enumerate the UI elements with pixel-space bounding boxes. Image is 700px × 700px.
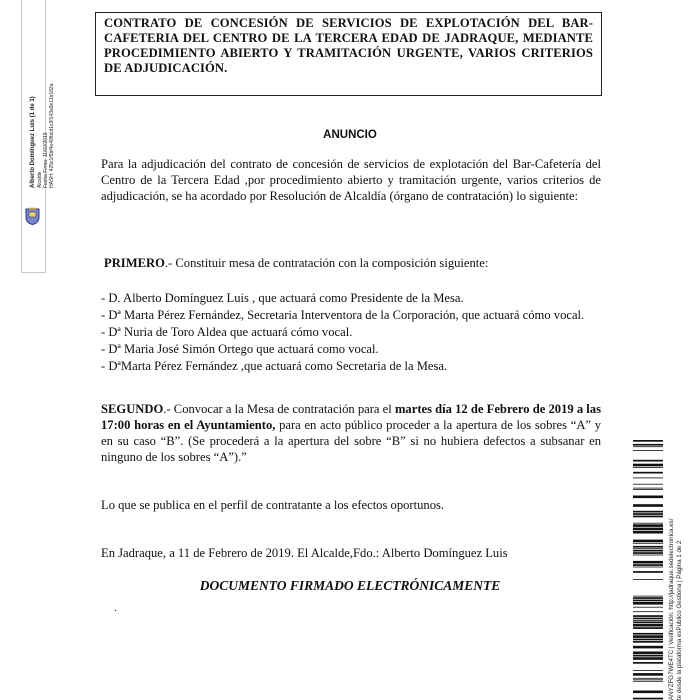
barcode-bar — [633, 516, 663, 518]
barcode-bar — [633, 596, 663, 597]
signer-name: Alberto Domínguez Luis (1 de 1) — [30, 96, 36, 188]
barcode-bar — [633, 579, 663, 580]
barcode-bar — [633, 561, 663, 564]
barcode-bar — [633, 571, 663, 573]
barcode-bar — [633, 639, 663, 641]
primero-text: .- Constituir mesa de contratación con la composición siguiente: — [164, 256, 489, 270]
barcode-bar — [633, 555, 663, 556]
barcode-bar — [633, 546, 663, 548]
platform-page-text: te desde la plataforma esPublico Gestiona | Página 1 de 2 — [676, 540, 683, 700]
barcode-bar — [633, 531, 663, 534]
list-item: - Dª Nuria de Toro Aldea que actuará cómo vocal. — [101, 325, 353, 339]
segundo-text-a: .- Convocar a la Mesa de contratación para el — [163, 402, 395, 416]
list-item: - DªMarta Pérez Fernández ,que actuará como Secretaria de la Mesa. — [101, 359, 448, 373]
barcode-bar — [633, 511, 663, 513]
signature-hash: HASH: 425c1f5bf4e49fbcd1c3f143a9e11b182a — [49, 83, 55, 188]
barcode-bar — [633, 620, 663, 621]
barcode-bar — [633, 657, 663, 660]
contract-title-box — [95, 12, 602, 96]
segundo-date-time: martes día 12 de Febrero de 2019 a las 17:00 horas en el Ayuntamiento, — [101, 402, 601, 432]
barcode-bar — [633, 615, 663, 617]
barcode-bar — [633, 446, 663, 447]
barcode-bar — [633, 618, 663, 620]
barcode-bar — [633, 567, 663, 568]
barcode-bar — [633, 440, 663, 442]
barcode-bar — [633, 523, 663, 524]
barcode-bar — [633, 513, 663, 515]
segundo-paragraph — [101, 401, 601, 465]
barcode-bar — [633, 602, 663, 605]
segundo-text-c: para en acto público proceder a la apertura de los sobres “A” y en su caso “B”. (Se procederá a la apertura del sobre “B” si no hubiera defectos a subsanar en ninguno de los sobres “A”).” — [101, 418, 602, 464]
barcode-bar — [633, 467, 663, 468]
barcode-bar — [633, 652, 663, 655]
barcode-bar — [633, 450, 663, 451]
barcode-bar — [633, 524, 663, 527]
barcode-bar — [633, 678, 663, 679]
barcode-bar — [633, 600, 663, 602]
barcode-bar — [633, 635, 663, 638]
barcode-bar — [633, 528, 663, 531]
barcode-bar — [633, 460, 663, 462]
contract-title: CONTRATO DE CONCESIÓN DE SERVICIOS DE EXPLOTACIÓN DEL BAR-CAFETERIA DEL CENTRO DE LA TERCERA EDAD DE JADRAQUE, MEDIANTE PROCEDIMIENTO ABIERTO Y TRAMITACIÓN URGENTE, VARIOS CRITERIOS DE ADJUDICACIÓN. — [104, 16, 593, 75]
primero-paragraph — [104, 255, 604, 271]
barcode-bar — [633, 641, 663, 643]
barcode-bar — [633, 564, 663, 566]
stray-dot: . — [114, 600, 117, 614]
barcode-bar — [633, 504, 663, 507]
barcode-bar — [633, 655, 663, 657]
intro-paragraph: Para la adjudicación del contrato de concesión de servicios de explotación del Bar-Cafetería del Centro de la Tercera Edad ,por procedimiento abierto y tramitación urgente, varios criterios de adjudicación, se ha acordado por Resolución de Alcaldía (órgano de contratación) lo siguiente: — [101, 157, 601, 203]
list-item: - Dª Maria José Simón Ortego que actuará como vocal. — [101, 342, 379, 356]
committee-members-list — [101, 290, 601, 375]
barcode-bar — [633, 611, 663, 612]
announcement-heading: ANUNCIO — [323, 129, 377, 141]
publish-paragraph: Lo que se publica en el perfil de contratante a los efectos oportunos. — [101, 498, 445, 512]
signer-role: Alcalde — [37, 171, 43, 188]
primero-label: PRIMERO — [104, 256, 165, 270]
barcode-bar — [633, 540, 663, 543]
barcode-bar — [633, 548, 663, 549]
barcode-bar — [633, 673, 663, 676]
list-item: - Dª Marta Pérez Fernández, Secretaria Interventora de la Corporación, que actuará cómo vocal. — [101, 308, 585, 322]
barcode-bar — [633, 543, 663, 544]
barcode-bar — [633, 624, 663, 627]
barcode-bar — [633, 662, 663, 664]
verification-code-text[interactable]: ANYZFG7WE4TC | Verificación: http://jadraque.sedelectronica.es/ — [668, 518, 675, 700]
barcode-bar — [633, 472, 663, 474]
barcode-bar — [633, 597, 663, 599]
verification-barcode — [633, 440, 663, 700]
barcode-bar — [633, 488, 663, 489]
barcode-bar — [633, 681, 663, 682]
barcode-bar — [633, 444, 663, 446]
barcode-bar — [633, 552, 663, 554]
barcode-bar — [633, 633, 663, 635]
barcode-bar — [633, 679, 663, 680]
closing-line: En Jadraque, a 11 de Febrero de 2019. El Alcalde,Fdo.: Alberto Domínguez Luis — [101, 546, 508, 560]
barcode-bar — [633, 484, 663, 485]
barcode-bar — [633, 550, 663, 552]
barcode-bar — [633, 607, 663, 608]
barcode-bar — [633, 646, 663, 649]
barcode-bar — [633, 489, 663, 490]
barcode-bar — [633, 496, 663, 499]
barcode-bar — [633, 478, 663, 479]
electronically-signed-label: DOCUMENTO FIRMADO ELECTRÓNICAMENTE — [199, 578, 501, 593]
barcode-bar — [633, 622, 663, 624]
barcode-bar — [633, 691, 663, 694]
coat-of-arms-icon — [25, 207, 40, 225]
barcode-bar — [633, 670, 663, 671]
barcode-bar — [633, 698, 663, 700]
barcode-bar — [633, 464, 663, 467]
segundo-label: SEGUNDO — [101, 402, 164, 416]
signature-date: Fecha Firma: 11/02/2019 — [43, 132, 49, 188]
barcode-bar — [633, 627, 663, 629]
list-item: - D. Alberto Domínguez Luis , que actuará como Presidente de la Mesa. — [101, 291, 464, 305]
